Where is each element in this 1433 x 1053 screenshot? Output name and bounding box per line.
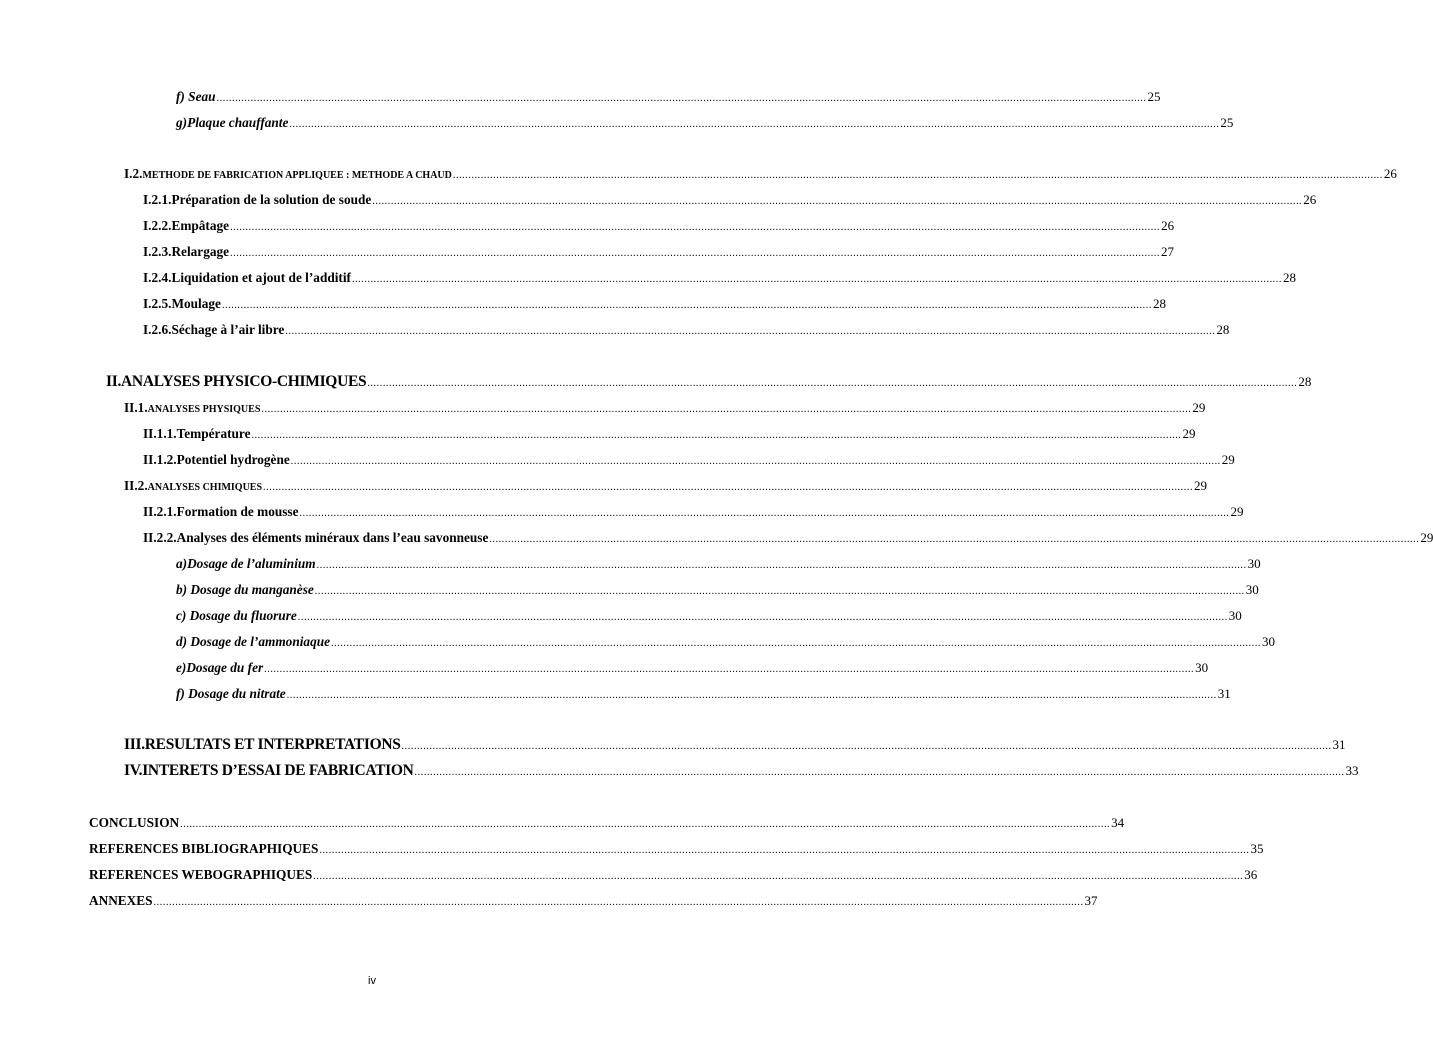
toc-entry-label: b) Dosage du manganèse bbox=[176, 582, 314, 597]
dot-leader: ............................................................................................................................................................................................................................................................................................................ bbox=[401, 741, 1332, 752]
toc-entry[interactable] bbox=[143, 191, 1317, 209]
toc-entry-page: 28 bbox=[1216, 322, 1230, 337]
toc-entry[interactable] bbox=[124, 736, 1346, 754]
toc-entry-label: REFERENCES BIBLIOGRAPHIQUES bbox=[89, 841, 319, 856]
dot-leader: ............................................................................................................................................................................................................................................................................................................ bbox=[331, 638, 1262, 649]
toc-entry[interactable] bbox=[143, 243, 1175, 261]
toc-entry-page: 29 bbox=[1182, 426, 1196, 441]
dot-leader: ............................................................................................................................................................................................................................................................................................................ bbox=[414, 767, 1345, 778]
toc-entry-label: f) Seau bbox=[176, 89, 216, 104]
dot-leader: ............................................................................................................................................................................................................................................................................................................ bbox=[261, 404, 1192, 415]
dot-leader: ............................................................................................................................................................................................................................................................................................................ bbox=[230, 222, 1161, 233]
toc-entry-label: II.1.2.Potentiel hydrogène bbox=[143, 452, 290, 467]
toc-entry[interactable] bbox=[143, 269, 1296, 287]
toc-entry-label: II.1.1.Température bbox=[143, 426, 251, 441]
toc-entry-label bbox=[124, 165, 452, 185]
toc-entry-label: IV.INTERETS D’ESSAI DE FABRICATION bbox=[124, 762, 414, 779]
toc-entry-page: 29 bbox=[1194, 478, 1208, 493]
toc-entry[interactable] bbox=[176, 581, 1259, 599]
toc-entry[interactable] bbox=[176, 607, 1242, 625]
toc-entry-label: I.2.3.Relargage bbox=[143, 244, 230, 259]
dot-leader: ............................................................................................................................................................................................................................................................................................................ bbox=[314, 586, 1245, 597]
dot-leader: ............................................................................................................................................................................................................................................................................................................ bbox=[452, 170, 1383, 181]
toc-entry-label: II.2.2.Analyses des éléments minéraux dans l’eau savonneuse bbox=[143, 530, 489, 545]
toc-entry[interactable] bbox=[143, 321, 1230, 339]
toc-entry[interactable] bbox=[89, 892, 1098, 910]
dot-leader: ............................................................................................................................................................................................................................................................................................................ bbox=[316, 560, 1247, 571]
toc-entry-page: 30 bbox=[1262, 634, 1276, 649]
toc-entry[interactable] bbox=[143, 503, 1244, 521]
toc-entry-page: 29 bbox=[1192, 400, 1206, 415]
toc-entry[interactable] bbox=[124, 762, 1359, 780]
toc-entry-label: c) Dosage du fluorure bbox=[176, 608, 297, 623]
dot-leader: ............................................................................................................................................................................................................................................................................................................ bbox=[221, 300, 1152, 311]
dot-leader: ............................................................................................................................................................................................................................................................................................................ bbox=[216, 93, 1147, 104]
toc-entry-label bbox=[124, 399, 260, 419]
toc-entry[interactable] bbox=[143, 217, 1175, 235]
toc-entry[interactable] bbox=[124, 477, 1208, 495]
dot-leader: ............................................................................................................................................................................................................................................................................................................ bbox=[319, 845, 1250, 856]
toc-entry-page: 30 bbox=[1228, 608, 1242, 623]
toc-entry-title: ANALYSES PHYSIQUES bbox=[147, 404, 261, 415]
toc-entry-page: 37 bbox=[1084, 893, 1098, 908]
toc-entry-page: 29 bbox=[1420, 530, 1433, 545]
toc-entry-title: METHODE DE FABRICATION APPLIQUEE : METHODE A CHAUD bbox=[142, 170, 452, 181]
toc-entry-page: 27 bbox=[1161, 244, 1175, 259]
dot-leader: ............................................................................................................................................................................................................................................................................................................ bbox=[153, 897, 1084, 908]
dot-leader: ............................................................................................................................................................................................................................................................................................................ bbox=[264, 664, 1195, 675]
toc-entry-number: II.1. bbox=[124, 400, 148, 415]
toc-entry-page: 26 bbox=[1161, 218, 1175, 233]
dot-leader: ............................................................................................................................................................................................................................................................................................................ bbox=[230, 248, 1161, 259]
toc-entry[interactable] bbox=[124, 399, 1206, 417]
toc-entry[interactable] bbox=[143, 529, 1433, 547]
toc-entry-label: III.RESULTATS ET INTERPRETATIONS bbox=[124, 736, 401, 753]
toc-entry-label: I.2.2.Empâtage bbox=[143, 218, 230, 233]
toc-entry-label: I.2.5.Moulage bbox=[143, 296, 221, 311]
toc-entry-label: II.2.1.Formation de mousse bbox=[143, 504, 299, 519]
toc-entry[interactable] bbox=[176, 114, 1234, 132]
toc-entry-number: II.2. bbox=[124, 478, 148, 493]
dot-leader: ............................................................................................................................................................................................................................................................................................................ bbox=[263, 482, 1194, 493]
dot-leader: ............................................................................................................................................................................................................................................................................................................ bbox=[367, 378, 1298, 389]
toc-entry[interactable] bbox=[124, 165, 1397, 183]
toc-entry-number: I.2. bbox=[124, 166, 143, 181]
toc-entry-label: I.2.4.Liquidation et ajout de l’additif bbox=[143, 270, 351, 285]
page-number: iv bbox=[368, 975, 376, 987]
toc-entry[interactable] bbox=[106, 373, 1312, 391]
toc-entry-page: 28 bbox=[1298, 374, 1312, 389]
toc-entry-page: 33 bbox=[1345, 763, 1359, 778]
dot-leader: ............................................................................................................................................................................................................................................................................................................ bbox=[313, 871, 1244, 882]
toc-entry-label bbox=[124, 477, 262, 497]
toc-entry-page: 28 bbox=[1152, 296, 1166, 311]
toc-entry[interactable] bbox=[89, 840, 1264, 858]
toc-entry[interactable] bbox=[176, 555, 1261, 573]
toc-entry-page: 30 bbox=[1245, 582, 1259, 597]
toc-entry-page: 31 bbox=[1332, 737, 1346, 752]
toc-entry-label: d) Dosage de l’ammoniaque bbox=[176, 634, 331, 649]
toc-entry-page: 34 bbox=[1111, 815, 1125, 830]
dot-leader: ............................................................................................................................................................................................................................................................................................................ bbox=[297, 612, 1228, 623]
toc-entry[interactable] bbox=[143, 295, 1166, 313]
toc-entry-label: e)Dosage du fer bbox=[176, 660, 264, 675]
toc-entry-page: 28 bbox=[1282, 270, 1296, 285]
toc-entry[interactable] bbox=[89, 866, 1258, 884]
toc-entry-label: g)Plaque chauffante bbox=[176, 115, 289, 130]
toc-entry-page: 30 bbox=[1247, 556, 1261, 571]
toc-entry-label: I.2.6.Séchage à l’air libre bbox=[143, 322, 285, 337]
toc-entry[interactable] bbox=[176, 685, 1231, 703]
toc-entry-title: ANALYSES CHIMIQUES bbox=[147, 482, 263, 493]
toc-entry-page: 29 bbox=[1221, 452, 1235, 467]
dot-leader: ............................................................................................................................................................................................................................................................................................................ bbox=[286, 690, 1217, 701]
toc-entry-label: f) Dosage du nitrate bbox=[176, 686, 286, 701]
toc-entry-label: REFERENCES WEBOGRAPHIQUES bbox=[89, 867, 313, 882]
toc-entry-label: ANNEXES bbox=[89, 893, 153, 908]
toc-entry-page: 25 bbox=[1147, 89, 1161, 104]
dot-leader: ............................................................................................................................................................................................................................................................................................................ bbox=[285, 326, 1216, 337]
toc-entry[interactable] bbox=[89, 814, 1125, 832]
dot-leader: ............................................................................................................................................................................................................................................................................................................ bbox=[299, 508, 1230, 519]
toc-entry-page: 26 bbox=[1383, 166, 1397, 181]
toc-entry[interactable] bbox=[176, 88, 1161, 106]
dot-leader: ............................................................................................................................................................................................................................................................................................................ bbox=[372, 196, 1303, 207]
toc-entry[interactable] bbox=[143, 425, 1196, 443]
toc-entry-page: 30 bbox=[1195, 660, 1209, 675]
toc-entry-label: CONCLUSION bbox=[89, 815, 180, 830]
toc-entry-label: II.ANALYSES PHYSICO-CHIMIQUES bbox=[106, 373, 367, 390]
toc-entry[interactable] bbox=[176, 633, 1276, 651]
toc-entry-page: 35 bbox=[1250, 841, 1264, 856]
dot-leader: ............................................................................................................................................................................................................................................................................................................ bbox=[290, 456, 1221, 467]
dot-leader: ............................................................................................................................................................................................................................................................................................................ bbox=[251, 430, 1182, 441]
toc-entry-page: 26 bbox=[1303, 192, 1317, 207]
dot-leader: ............................................................................................................................................................................................................................................................................................................ bbox=[289, 119, 1220, 130]
dot-leader: ............................................................................................................................................................................................................................................................................................................ bbox=[180, 819, 1111, 830]
toc-entry-label: I.2.1.Préparation de la solution de soude bbox=[143, 192, 372, 207]
toc-entry[interactable] bbox=[143, 451, 1235, 469]
toc-entry-page: 25 bbox=[1220, 115, 1234, 130]
dot-leader: ............................................................................................................................................................................................................................................................................................................ bbox=[489, 534, 1420, 545]
dot-leader: ............................................................................................................................................................................................................................................................................................................ bbox=[351, 274, 1282, 285]
toc-entry-page: 29 bbox=[1230, 504, 1244, 519]
toc-entry[interactable] bbox=[176, 659, 1209, 677]
toc-entry-label: a)Dosage de l’aluminium bbox=[176, 556, 316, 571]
toc-entry-page: 36 bbox=[1244, 867, 1258, 882]
toc-entry-page: 31 bbox=[1217, 686, 1231, 701]
